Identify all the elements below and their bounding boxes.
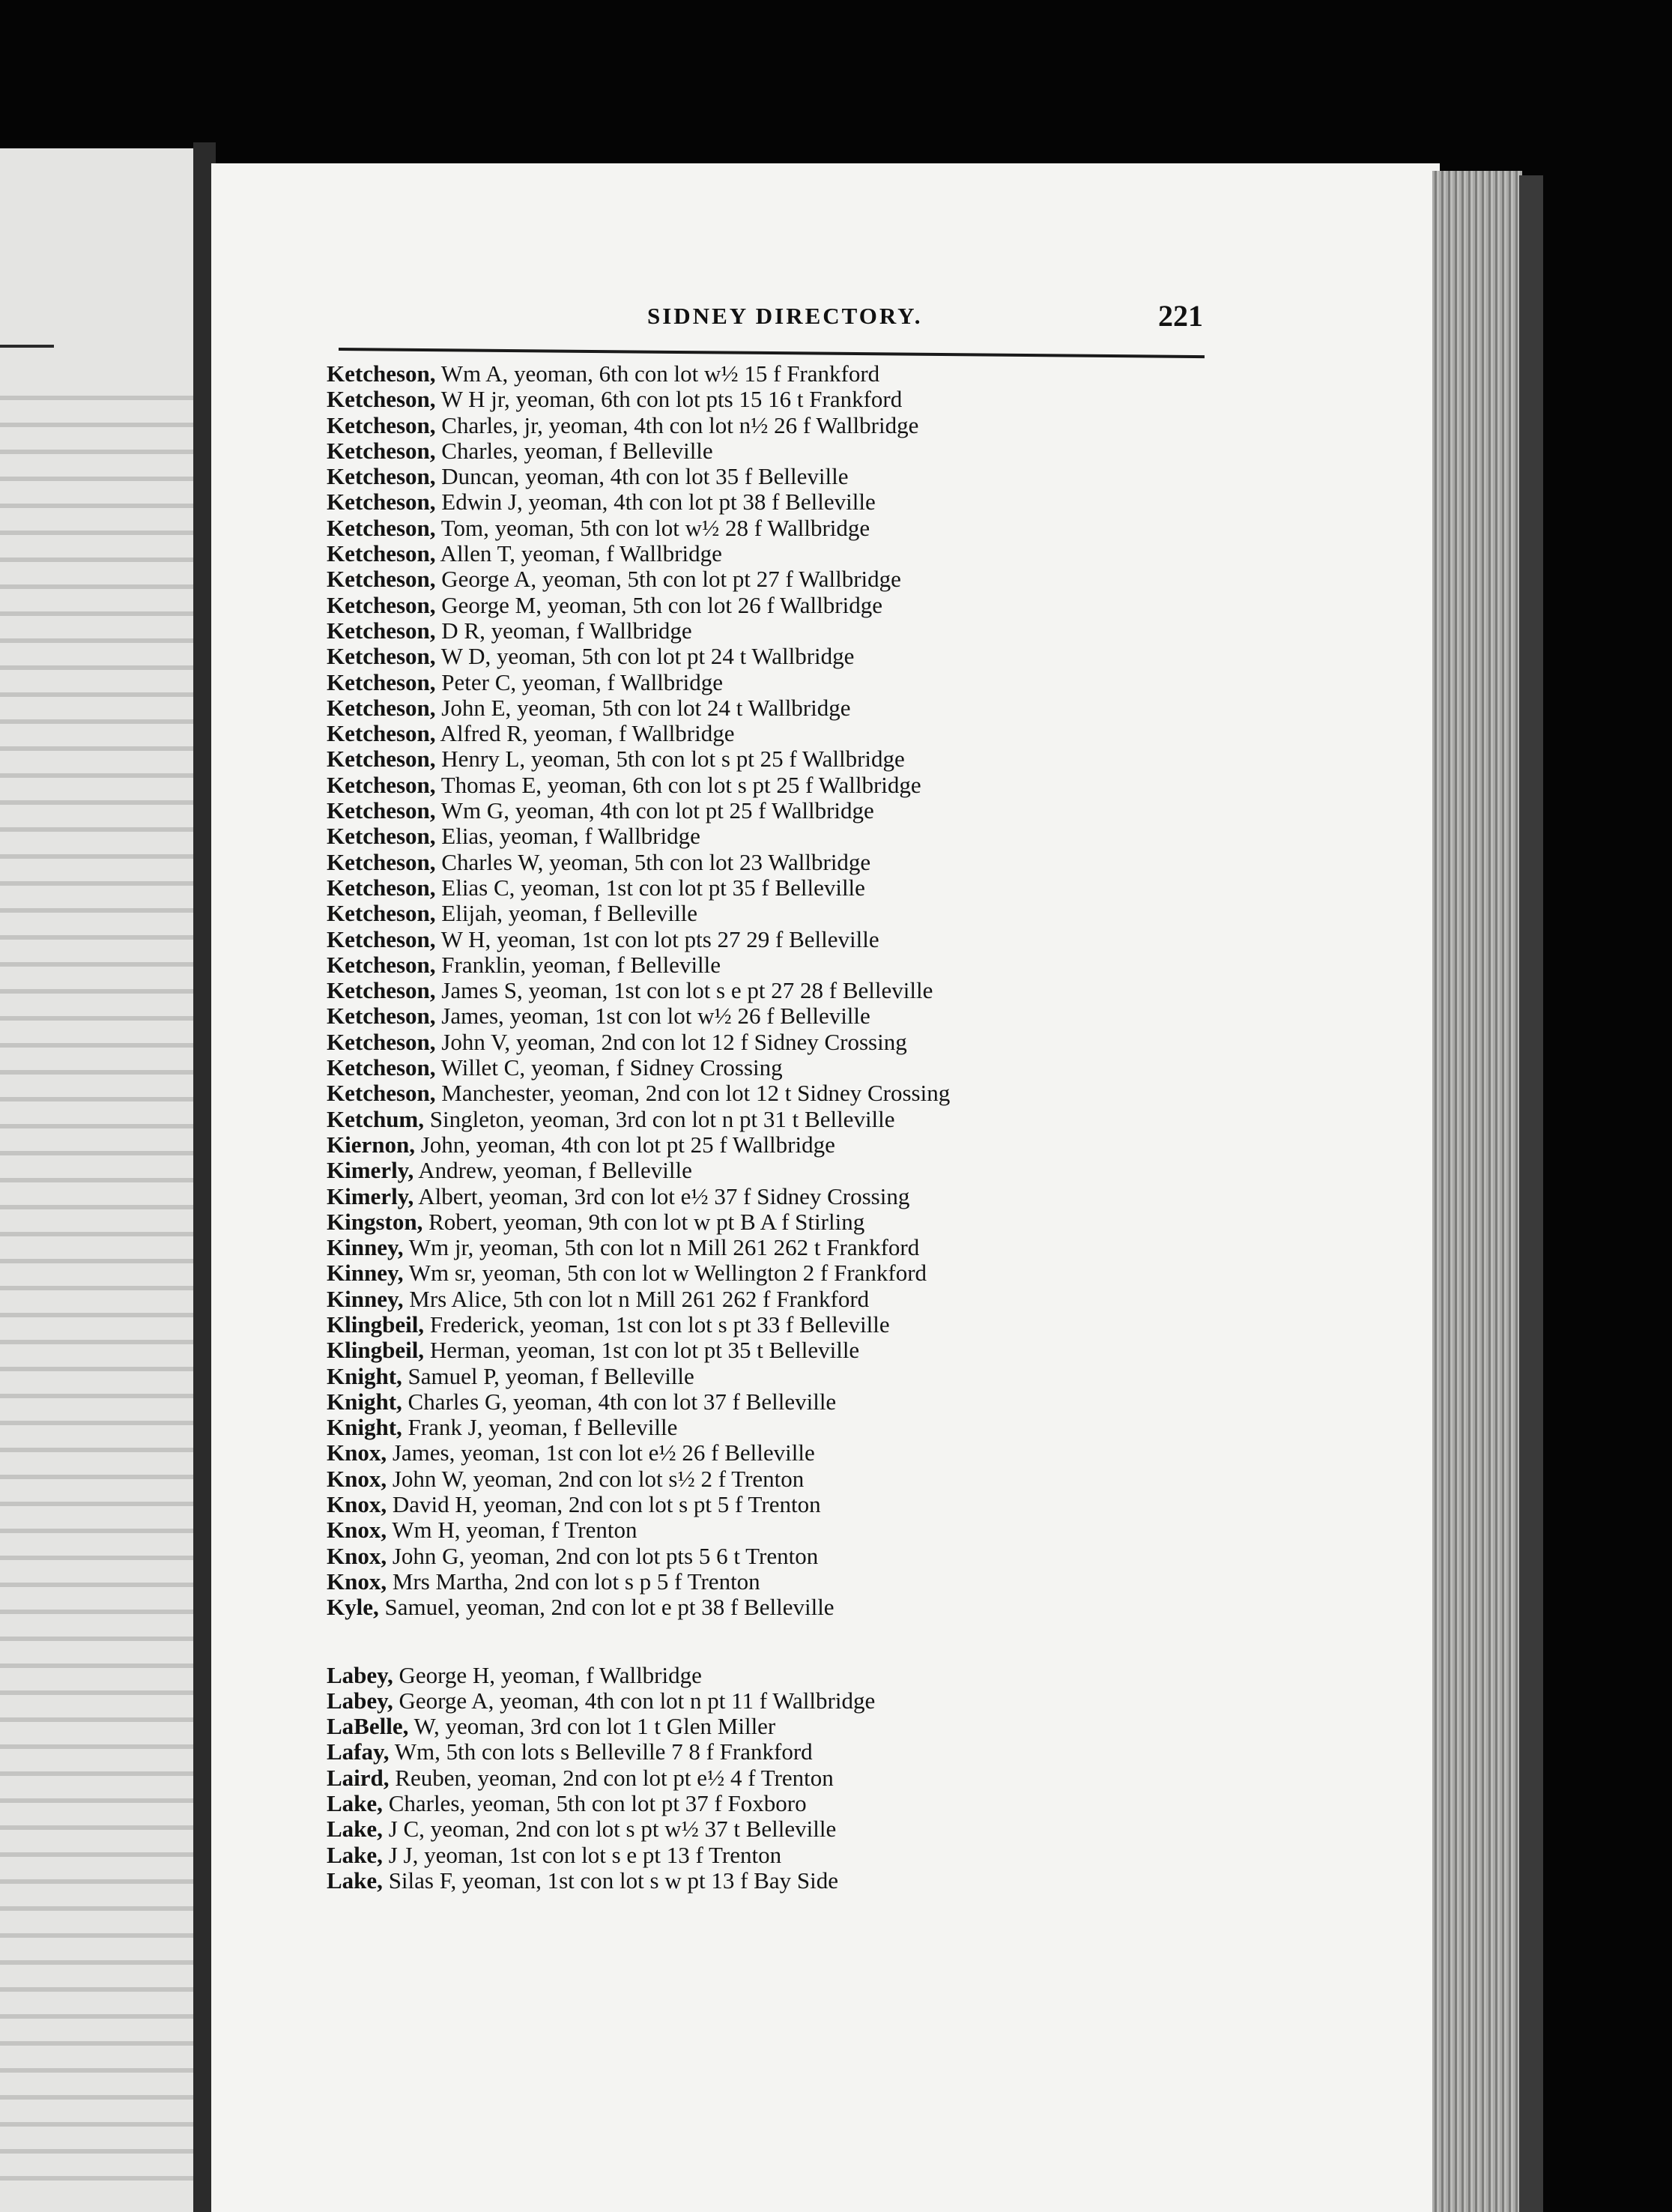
directory-entry bbox=[327, 413, 1226, 438]
entry-surname: Ketcheson, bbox=[327, 951, 436, 978]
entry-surname: Ketcheson, bbox=[327, 668, 436, 695]
directory-entry bbox=[327, 1843, 1226, 1868]
entry-surname: Lake, bbox=[327, 1867, 383, 1894]
directory-entry bbox=[327, 952, 1226, 978]
entry-details: Thomas E, yeoman, 6th con lot s pt 25 f Wallbridge bbox=[435, 771, 921, 798]
entry-surname: Ketcheson, bbox=[327, 514, 436, 541]
entry-surname: Ketcheson, bbox=[327, 874, 436, 901]
directory-entry bbox=[327, 541, 1226, 566]
entry-surname: Knox, bbox=[327, 1465, 387, 1492]
entry-surname: Knox, bbox=[327, 1542, 387, 1569]
entry-details: James S, yeoman, 1st con lot s e pt 27 28 f Belleville bbox=[435, 977, 933, 1004]
directory-entry bbox=[327, 695, 1226, 721]
directory-entry bbox=[327, 670, 1226, 695]
directory-entry bbox=[327, 1569, 1226, 1595]
entry-surname: Knox, bbox=[327, 1517, 387, 1544]
entry-surname: Lake, bbox=[327, 1841, 383, 1868]
entry-details: George A, yeoman, 4th con lot n pt 11 f Wallbridge bbox=[393, 1687, 876, 1714]
entry-details: Frederick, yeoman, 1st con lot s pt 33 f Belleville bbox=[424, 1311, 890, 1338]
entry-surname: Kyle, bbox=[327, 1594, 379, 1621]
entry-surname: Knox, bbox=[327, 1439, 387, 1466]
entry-surname: Ketcheson, bbox=[327, 463, 436, 490]
entry-surname: Ketcheson, bbox=[327, 977, 436, 1004]
directory-entry bbox=[327, 566, 1226, 592]
entry-surname: Knight, bbox=[327, 1362, 402, 1389]
directory-entry bbox=[327, 593, 1226, 618]
entry-details: David H, yeoman, 2nd con lot s pt 5 f Trenton bbox=[387, 1491, 821, 1518]
entry-details: John W, yeoman, 2nd con lot s½ 2 f Trenton bbox=[387, 1465, 805, 1492]
entry-details: Tom, yeoman, 5th con lot w½ 28 f Wallbridge bbox=[435, 514, 870, 541]
entry-details: Allen T, yeoman, f Wallbridge bbox=[435, 540, 722, 567]
directory-entry bbox=[327, 1003, 1226, 1029]
left-page bbox=[0, 148, 196, 2212]
directory-entry bbox=[327, 1055, 1226, 1081]
entry-surname: Knox, bbox=[327, 1568, 387, 1595]
entry-details: Samuel, yeoman, 2nd con lot e pt 38 f Belleville bbox=[378, 1594, 835, 1621]
entry-surname: Ketcheson, bbox=[327, 591, 436, 618]
entry-details: Charles W, yeoman, 5th con lot 23 Wallbridge bbox=[435, 848, 871, 875]
entry-details: Alfred R, yeoman, f Wallbridge bbox=[435, 720, 735, 747]
entry-surname: Ketcheson, bbox=[327, 437, 436, 464]
entry-details: Mrs Martha, 2nd con lot s p 5 f Trenton bbox=[387, 1568, 760, 1595]
entry-details: Charles, jr, yeoman, 4th con lot n½ 26 f Wallbridge bbox=[435, 411, 919, 438]
page-number: 221 bbox=[1158, 299, 1203, 333]
directory-entry bbox=[327, 387, 1226, 412]
entry-details: Duncan, yeoman, 4th con lot 35 f Belleville bbox=[435, 463, 849, 490]
entry-surname: Ketcheson, bbox=[327, 411, 436, 438]
entry-details: Samuel P, yeoman, f Belleville bbox=[402, 1362, 694, 1389]
entry-details: W D, yeoman, 5th con lot pt 24 t Wallbridge bbox=[435, 643, 855, 670]
entry-details: Albert, yeoman, 3rd con lot e½ 37 f Sidney Crossing bbox=[414, 1182, 910, 1209]
directory-entry bbox=[327, 464, 1226, 489]
directory-entry bbox=[327, 1765, 1226, 1791]
entry-details: W H, yeoman, 1st con lot pts 27 29 f Belleville bbox=[435, 925, 879, 952]
entry-surname: Kinney, bbox=[327, 1260, 404, 1287]
entry-surname: Ketcheson, bbox=[327, 694, 436, 721]
entry-details: Elias C, yeoman, 1st con lot pt 35 f Belleville bbox=[435, 874, 865, 901]
entry-surname: Kinney, bbox=[327, 1285, 404, 1312]
entry-details: John E, yeoman, 5th con lot 24 t Wallbridge bbox=[435, 694, 851, 721]
entry-details: W, yeoman, 3rd con lot 1 t Glen Miller bbox=[408, 1713, 776, 1740]
entry-details: James, yeoman, 1st con lot w½ 26 f Belleville bbox=[435, 1003, 870, 1030]
entry-surname: Knight, bbox=[327, 1414, 402, 1441]
entry-details: Wm, 5th con lots s Belleville 7 8 f Frankford bbox=[389, 1738, 813, 1765]
entry-surname: Klingbeil, bbox=[327, 1311, 425, 1338]
entry-surname: Ketcheson, bbox=[327, 566, 436, 593]
directory-entry bbox=[327, 1791, 1226, 1816]
entry-details: Reuben, yeoman, 2nd con lot pt e½ 4 f Trenton bbox=[389, 1764, 834, 1791]
entry-surname: Ketcheson, bbox=[327, 848, 436, 875]
directory-entry bbox=[327, 1816, 1226, 1842]
directory-entry bbox=[327, 978, 1226, 1003]
directory-entry bbox=[327, 1338, 1226, 1363]
entry-surname: Ketcheson, bbox=[327, 386, 436, 413]
directory-entry bbox=[327, 850, 1226, 875]
directory-entry bbox=[327, 824, 1226, 849]
directory-entry bbox=[327, 1517, 1226, 1543]
directory-entry bbox=[327, 927, 1226, 952]
entry-details: J J, yeoman, 1st con lot s e pt 13 f Trenton bbox=[382, 1841, 782, 1868]
directory-entry bbox=[327, 1663, 1226, 1688]
directory-entry bbox=[327, 644, 1226, 669]
entry-details: John G, yeoman, 2nd con lot pts 5 6 t Trenton bbox=[387, 1542, 819, 1569]
entry-details: Wm jr, yeoman, 5th con lot n Mill 261 262 t Frankford bbox=[403, 1234, 920, 1261]
entry-details: Peter C, yeoman, f Wallbridge bbox=[435, 668, 723, 695]
entry-surname: Labey, bbox=[327, 1687, 393, 1714]
entry-details: Henry L, yeoman, 5th con lot s pt 25 f Wallbridge bbox=[435, 746, 905, 773]
directory-entry bbox=[327, 1260, 1226, 1286]
directory-entry bbox=[327, 1132, 1226, 1158]
entry-details: George H, yeoman, f Wallbridge bbox=[393, 1661, 702, 1688]
entry-surname: Kinney, bbox=[327, 1234, 404, 1261]
entry-details: Manchester, yeoman, 2nd con lot 12 t Sidney Crossing bbox=[435, 1080, 951, 1107]
entry-surname: Kimerly, bbox=[327, 1182, 414, 1209]
entry-details: Elias, yeoman, f Wallbridge bbox=[435, 823, 700, 850]
directory-entry bbox=[327, 516, 1226, 541]
directory-entries bbox=[327, 361, 1226, 1894]
entry-details: James, yeoman, 1st con lot e½ 26 f Belleville bbox=[387, 1439, 815, 1466]
directory-entry bbox=[327, 489, 1226, 515]
directory-entry bbox=[327, 798, 1226, 824]
entry-surname: Kingston, bbox=[327, 1208, 423, 1235]
entry-details: John, yeoman, 4th con lot pt 25 f Wallbridge bbox=[414, 1131, 835, 1158]
page-header bbox=[339, 298, 1208, 343]
entry-details: Charles G, yeoman, 4th con lot 37 f Belleville bbox=[402, 1388, 837, 1415]
entry-surname: Ketcheson, bbox=[327, 746, 436, 773]
entry-surname: Ketcheson, bbox=[327, 797, 436, 824]
directory-entry bbox=[327, 361, 1226, 387]
directory-entry bbox=[327, 1389, 1226, 1415]
left-page-rule bbox=[0, 345, 54, 348]
entry-surname: Ketcheson, bbox=[327, 1054, 436, 1081]
entry-details: Charles, yeoman, f Belleville bbox=[435, 437, 713, 464]
entry-surname: Labey, bbox=[327, 1661, 393, 1688]
entry-details: Edwin J, yeoman, 4th con lot pt 38 f Belleville bbox=[435, 489, 876, 516]
entry-details: Mrs Alice, 5th con lot n Mill 261 262 f Frankford bbox=[403, 1285, 870, 1312]
directory-entry bbox=[327, 1209, 1226, 1235]
entry-details: Andrew, yeoman, f Belleville bbox=[414, 1157, 692, 1184]
directory-entry bbox=[327, 1595, 1226, 1620]
directory-entry bbox=[327, 1081, 1226, 1106]
directory-entry bbox=[327, 1107, 1226, 1132]
entry-surname: Ketcheson, bbox=[327, 925, 436, 952]
directory-entry bbox=[327, 1235, 1226, 1260]
directory-entry bbox=[327, 618, 1226, 644]
entry-surname: Ketcheson, bbox=[327, 1003, 436, 1030]
entry-surname: Ketcheson, bbox=[327, 900, 436, 927]
entry-surname: Kimerly, bbox=[327, 1157, 414, 1184]
entry-details: Herman, yeoman, 1st con lot pt 35 t Belleville bbox=[424, 1337, 860, 1364]
entry-details: Elijah, yeoman, f Belleville bbox=[435, 900, 698, 927]
entry-surname: Lake, bbox=[327, 1816, 383, 1843]
directory-entry bbox=[327, 1688, 1226, 1714]
directory-entry bbox=[327, 1415, 1226, 1440]
directory-entry bbox=[327, 1868, 1226, 1894]
entry-surname: Ketcheson, bbox=[327, 540, 436, 567]
entry-surname: Lafay, bbox=[327, 1738, 390, 1765]
entry-surname: Kiernon, bbox=[327, 1131, 415, 1158]
entry-details: John V, yeoman, 2nd con lot 12 f Sidney Crossing bbox=[435, 1028, 907, 1055]
entry-details: Wm G, yeoman, 4th con lot pt 25 f Wallbridge bbox=[435, 797, 874, 824]
entry-details: Silas F, yeoman, 1st con lot s w pt 13 f Bay Side bbox=[382, 1867, 838, 1894]
entry-surname: Ketcheson, bbox=[327, 720, 436, 747]
running-title: SIDNEY DIRECTORY. bbox=[647, 303, 923, 329]
entry-surname: LaBelle, bbox=[327, 1713, 409, 1740]
directory-entry bbox=[327, 1184, 1226, 1209]
entry-details: Singleton, yeoman, 3rd con lot n pt 31 t Belleville bbox=[424, 1105, 895, 1132]
entry-details: Robert, yeoman, 9th con lot w pt B A f Stirling bbox=[422, 1208, 865, 1235]
directory-entry bbox=[327, 1739, 1226, 1765]
directory-entry bbox=[327, 1544, 1226, 1569]
entry-details: George A, yeoman, 5th con lot pt 27 f Wallbridge bbox=[435, 566, 901, 593]
entry-details: George M, yeoman, 5th con lot 26 f Wallbridge bbox=[435, 591, 882, 618]
directory-entry bbox=[327, 1714, 1226, 1739]
directory-entry bbox=[327, 1364, 1226, 1389]
book-cover-edge bbox=[1519, 175, 1543, 2212]
entry-details: W H jr, yeoman, 6th con lot pts 15 16 t Frankford bbox=[435, 386, 903, 413]
entry-details: Charles, yeoman, 5th con lot pt 37 f Foxboro bbox=[382, 1790, 807, 1817]
directory-entry bbox=[327, 1287, 1226, 1312]
entry-surname: Ketcheson, bbox=[327, 1080, 436, 1107]
directory-entry bbox=[327, 1312, 1226, 1338]
entry-details: J C, yeoman, 2nd con lot s pt w½ 37 t Belleville bbox=[382, 1816, 837, 1843]
entry-surname: Laird, bbox=[327, 1764, 390, 1791]
entry-surname: Ketcheson, bbox=[327, 489, 436, 516]
directory-entry bbox=[327, 875, 1226, 901]
entry-surname: Lake, bbox=[327, 1790, 383, 1817]
entry-surname: Ketcheson, bbox=[327, 360, 436, 387]
entry-surname: Ketcheson, bbox=[327, 823, 436, 850]
entry-surname: Ketcheson, bbox=[327, 643, 436, 670]
directory-entry bbox=[327, 1440, 1226, 1466]
left-page-faded-text bbox=[0, 396, 195, 2194]
entry-surname: Ketcheson, bbox=[327, 771, 436, 798]
directory-entry bbox=[327, 438, 1226, 464]
directory-entry bbox=[327, 1492, 1226, 1517]
directory-entry bbox=[327, 1030, 1226, 1055]
entry-details: Wm A, yeoman, 6th con lot w½ 15 f Frankford bbox=[435, 360, 880, 387]
page-edges bbox=[1432, 171, 1522, 2212]
directory-entry bbox=[327, 1466, 1226, 1492]
entry-details: Wm sr, yeoman, 5th con lot w Wellington 2 f Frankford bbox=[403, 1260, 927, 1287]
directory-entry bbox=[327, 773, 1226, 798]
entry-details: Wm H, yeoman, f Trenton bbox=[387, 1517, 637, 1544]
entry-surname: Knight, bbox=[327, 1388, 402, 1415]
entry-details: Franklin, yeoman, f Belleville bbox=[435, 951, 721, 978]
entry-surname: Ketcheson, bbox=[327, 617, 436, 644]
entry-surname: Ketcheson, bbox=[327, 1028, 436, 1055]
directory-entry bbox=[327, 746, 1226, 772]
directory-entry bbox=[327, 901, 1226, 926]
entry-surname: Klingbeil, bbox=[327, 1337, 425, 1364]
entry-details: Frank J, yeoman, f Belleville bbox=[402, 1414, 678, 1441]
entry-details: D R, yeoman, f Wallbridge bbox=[435, 617, 692, 644]
directory-entry bbox=[327, 721, 1226, 746]
entry-details: Willet C, yeoman, f Sidney Crossing bbox=[435, 1054, 783, 1081]
directory-entry bbox=[327, 1158, 1226, 1183]
entry-surname: Knox, bbox=[327, 1491, 387, 1518]
entry-surname: Ketchum, bbox=[327, 1105, 425, 1132]
